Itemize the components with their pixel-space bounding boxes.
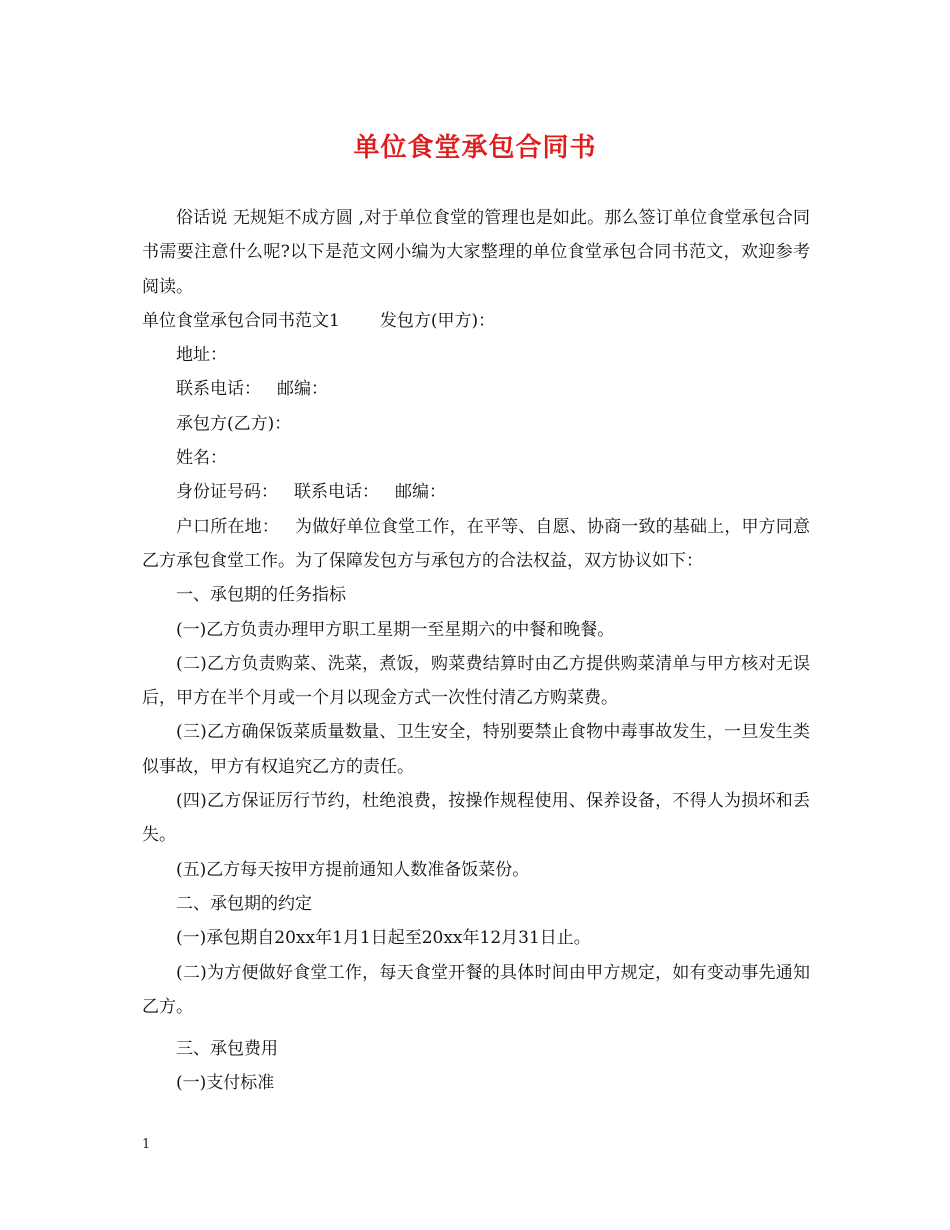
document-title: 单位食堂承包合同书: [353, 133, 597, 163]
clause-1-4: (四)乙方保证厉行节约，杜绝浪费，按操作规程使用、保养设备，不得人为损坏和丢失。: [142, 791, 810, 846]
contact-line-b: [142, 475, 810, 509]
party-a-label: 发包方(甲方)：: [379, 310, 496, 331]
page-number: 1: [142, 1137, 151, 1152]
postcode-label-b: 邮编：: [395, 482, 446, 503]
preamble-text: 为做好单位食堂工作，在平等、自愿、协商一致的基础上，甲方同意乙方承包食堂工作。为了保障发包方与承包方的合法权益，双方协议如下：: [142, 516, 811, 571]
intro-paragraph: 俗话说 无规矩不成方圆 ,对于单位食堂的管理也是如此。那么签订单位食堂承包合同书需要注意什么呢?以下是范文网小编为大家整理的单位食堂承包合同书范文，欢迎参考阅读。: [142, 208, 810, 297]
name-line: 姓名：: [176, 448, 227, 469]
contact-line-a: [142, 372, 810, 406]
party-b-line: 承包方(乙方)：: [176, 413, 292, 434]
phone-label-a: 联系电话：: [176, 379, 261, 400]
postcode-label-a: 邮编：: [277, 379, 328, 400]
paragraph-spacer: [142, 1024, 810, 1032]
address-line: 地址：: [176, 345, 227, 366]
id-number-label: 身份证号码：: [176, 482, 278, 503]
sample-heading: 单位食堂承包合同书范文1: [142, 310, 340, 331]
document-body: [142, 201, 810, 1101]
phone-label-b: 联系电话：: [294, 482, 379, 503]
clause-1-5: (五)乙方每天按甲方提前通知人数准备饭菜份。: [176, 859, 530, 880]
clause-1-3: (三)乙方确保饭菜质量数量、卫生安全，特别要禁止食物中毒事故发生，一旦发生类似事故，甲方有权追究乙方的责任。: [142, 722, 810, 777]
sample-heading-line: [142, 304, 810, 338]
clause-2-2: (二)为方便做好食堂工作，每天食堂开餐的具体时间由甲方规定，如有变动事先通知乙方。: [142, 962, 810, 1017]
clause-1-2: (二)乙方负责购菜、洗菜，煮饭，购菜费结算时由乙方提供购菜清单与甲方核对无误后，甲方在半个月或一个月以现金方式一次性付清乙方购菜费。: [142, 653, 810, 709]
section-heading-2: 二、承包期的约定: [176, 893, 312, 914]
household-label: 户口所在地：: [176, 516, 280, 537]
clause-1-1: (一)乙方负责办理甲方职工星期一至星期六的中餐和晚餐。: [176, 619, 615, 640]
clause-3-1: (一)支付标准: [176, 1073, 275, 1094]
section-heading-3: 三、承包费用: [176, 1039, 278, 1060]
section-heading-1: 一、承包期的任务指标: [176, 585, 346, 606]
clause-2-1: (一)承包期自20xx年1月1日起至20xx年12月31日止。: [176, 928, 591, 949]
preamble-paragraph: [142, 510, 810, 579]
